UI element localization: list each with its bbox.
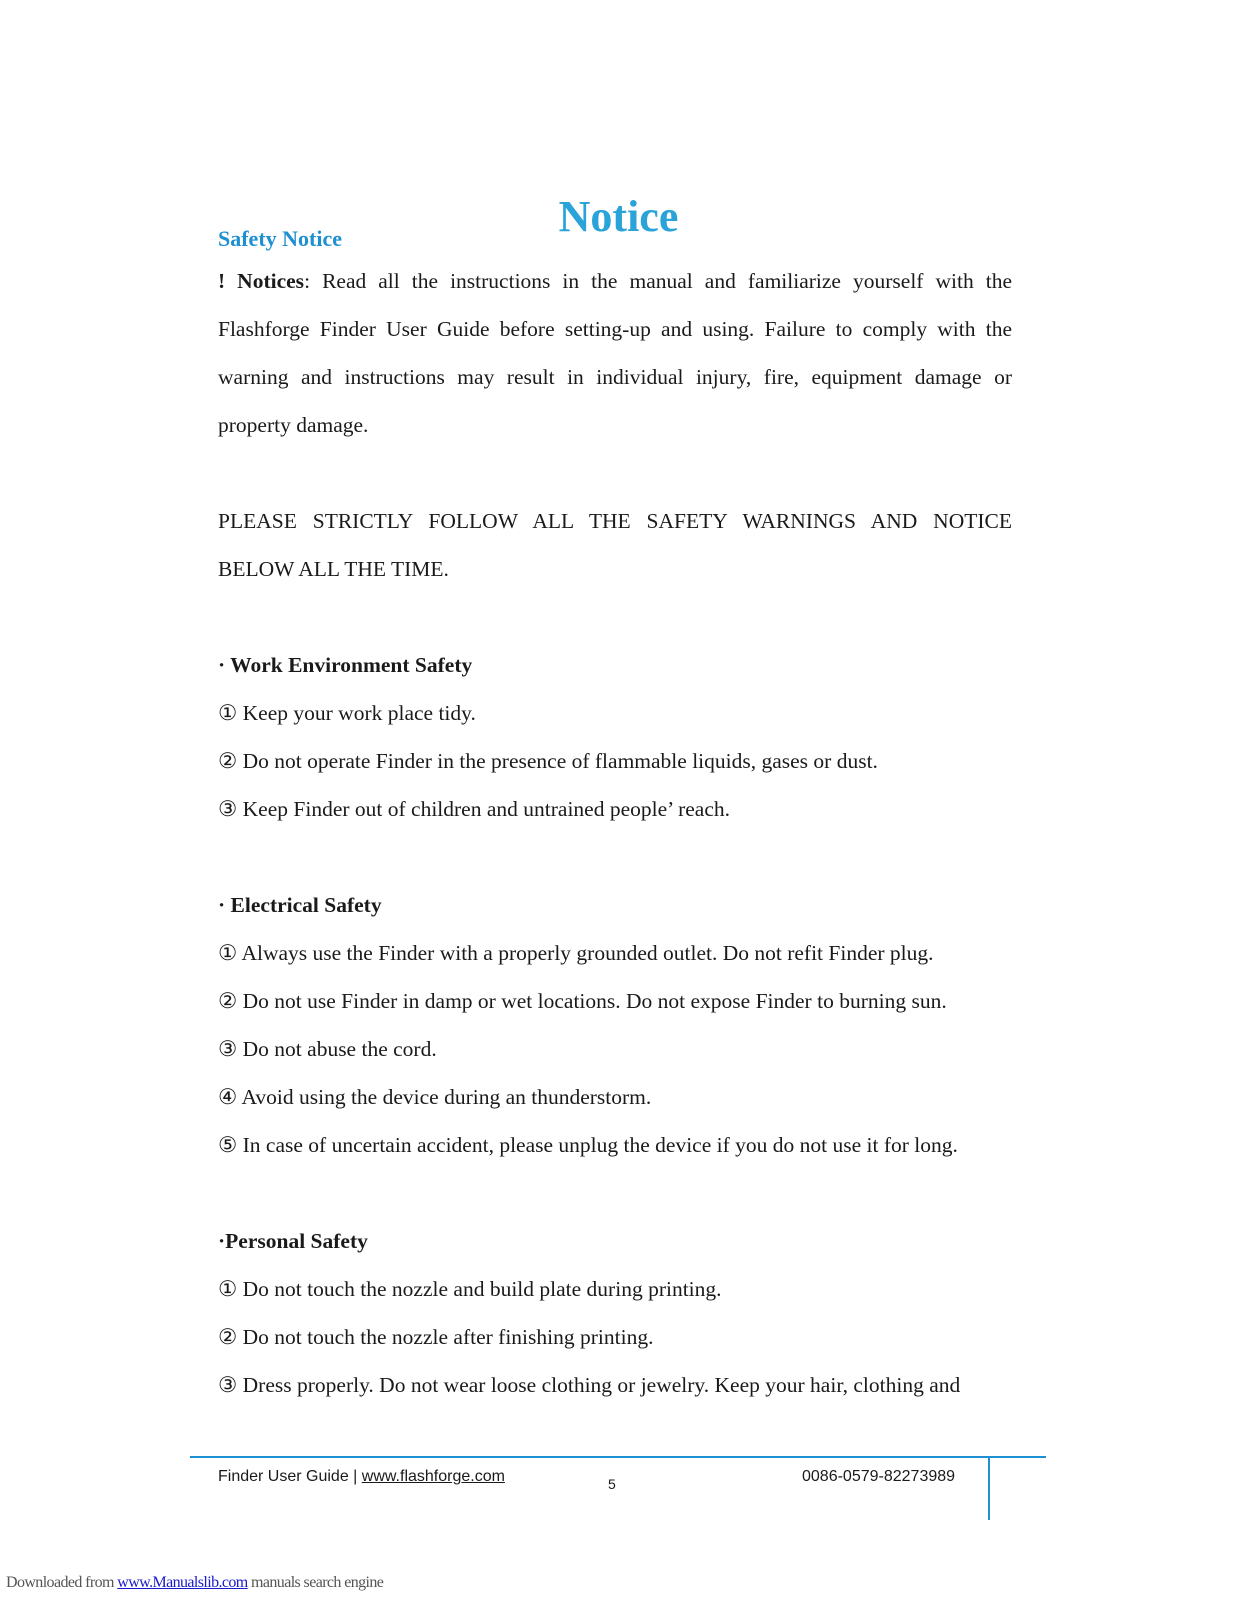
download-suffix: manuals search engine <box>247 1574 384 1591</box>
work-environment-item-3: ③ Keep Finder out of children and untrained people’ reach. <box>218 797 730 821</box>
footer-phone: 0086-0579-82273989 <box>802 1468 956 1485</box>
work-environment-item-2: ② Do not operate Finder in the presence of flammable liquids, gases or dust. <box>218 749 878 773</box>
electrical-item-4: ④ Avoid using the device during an thunderstorm. <box>218 1085 652 1109</box>
intro-line-1-text: : Read all the instructions in the manual and familiarize yourself with the <box>304 269 1012 293</box>
download-prefix: Downloaded from <box>6 1574 118 1591</box>
page-title: Notice <box>558 192 679 242</box>
intro-line-3: warning and instructions may result in individual injury, fire, equipment damage or <box>218 365 1012 389</box>
intro-line-4: property damage. <box>218 413 369 437</box>
warning-line-1: PLEASE STRICTLY FOLLOW ALL THE SAFETY WARNINGS AND NOTICE <box>218 509 1012 533</box>
intro-line-2: Flashforge Finder User Guide before setting-up and using. Failure to comply with the <box>218 317 1012 341</box>
heading-electrical-safety: · Electrical Safety <box>218 893 382 917</box>
personal-item-2: ② Do not touch the nozzle after finishing printing. <box>218 1325 654 1349</box>
download-source-bar <box>6 1574 383 1592</box>
warning-line-2: BELOW ALL THE TIME. <box>218 557 449 581</box>
footer-website-link[interactable]: www.flashforge.com <box>361 1468 505 1485</box>
electrical-item-3: ③ Do not abuse the cord. <box>218 1037 437 1061</box>
footer-divider <box>190 1456 1046 1458</box>
footer-guide-label: Finder User Guide | <box>218 1468 362 1485</box>
intro-line-1 <box>218 266 1012 296</box>
work-environment-item-1: ① Keep your work place tidy. <box>218 701 476 725</box>
personal-item-1: ① Do not touch the nozzle and build plate during printing. <box>218 1277 722 1301</box>
manualslib-link[interactable]: www.Manualslib.com <box>117 1574 248 1591</box>
heading-personal-safety: ·Personal Safety <box>218 1229 368 1253</box>
personal-item-3: ③ Dress properly. Do not wear loose clothing or jewelry. Keep your hair, clothing and <box>218 1373 961 1397</box>
electrical-item-1: ① Always use the Finder with a properly grounded outlet. Do not refit Finder plug. <box>218 941 934 965</box>
heading-work-environment-safety: · Work Environment Safety <box>218 653 473 677</box>
footer-guide <box>218 1468 505 1486</box>
page-number: 5 <box>608 1476 616 1492</box>
section-heading-safety-notice: Safety Notice <box>218 226 343 251</box>
electrical-item-2: ② Do not use Finder in damp or wet locations. Do not expose Finder to burning sun. <box>218 989 947 1013</box>
notices-lead: ! Notices <box>218 269 305 293</box>
electrical-item-5: ⑤ In case of uncertain accident, please unplug the device if you do not use it for long. <box>218 1133 958 1157</box>
footer-vertical-divider <box>988 1456 990 1520</box>
